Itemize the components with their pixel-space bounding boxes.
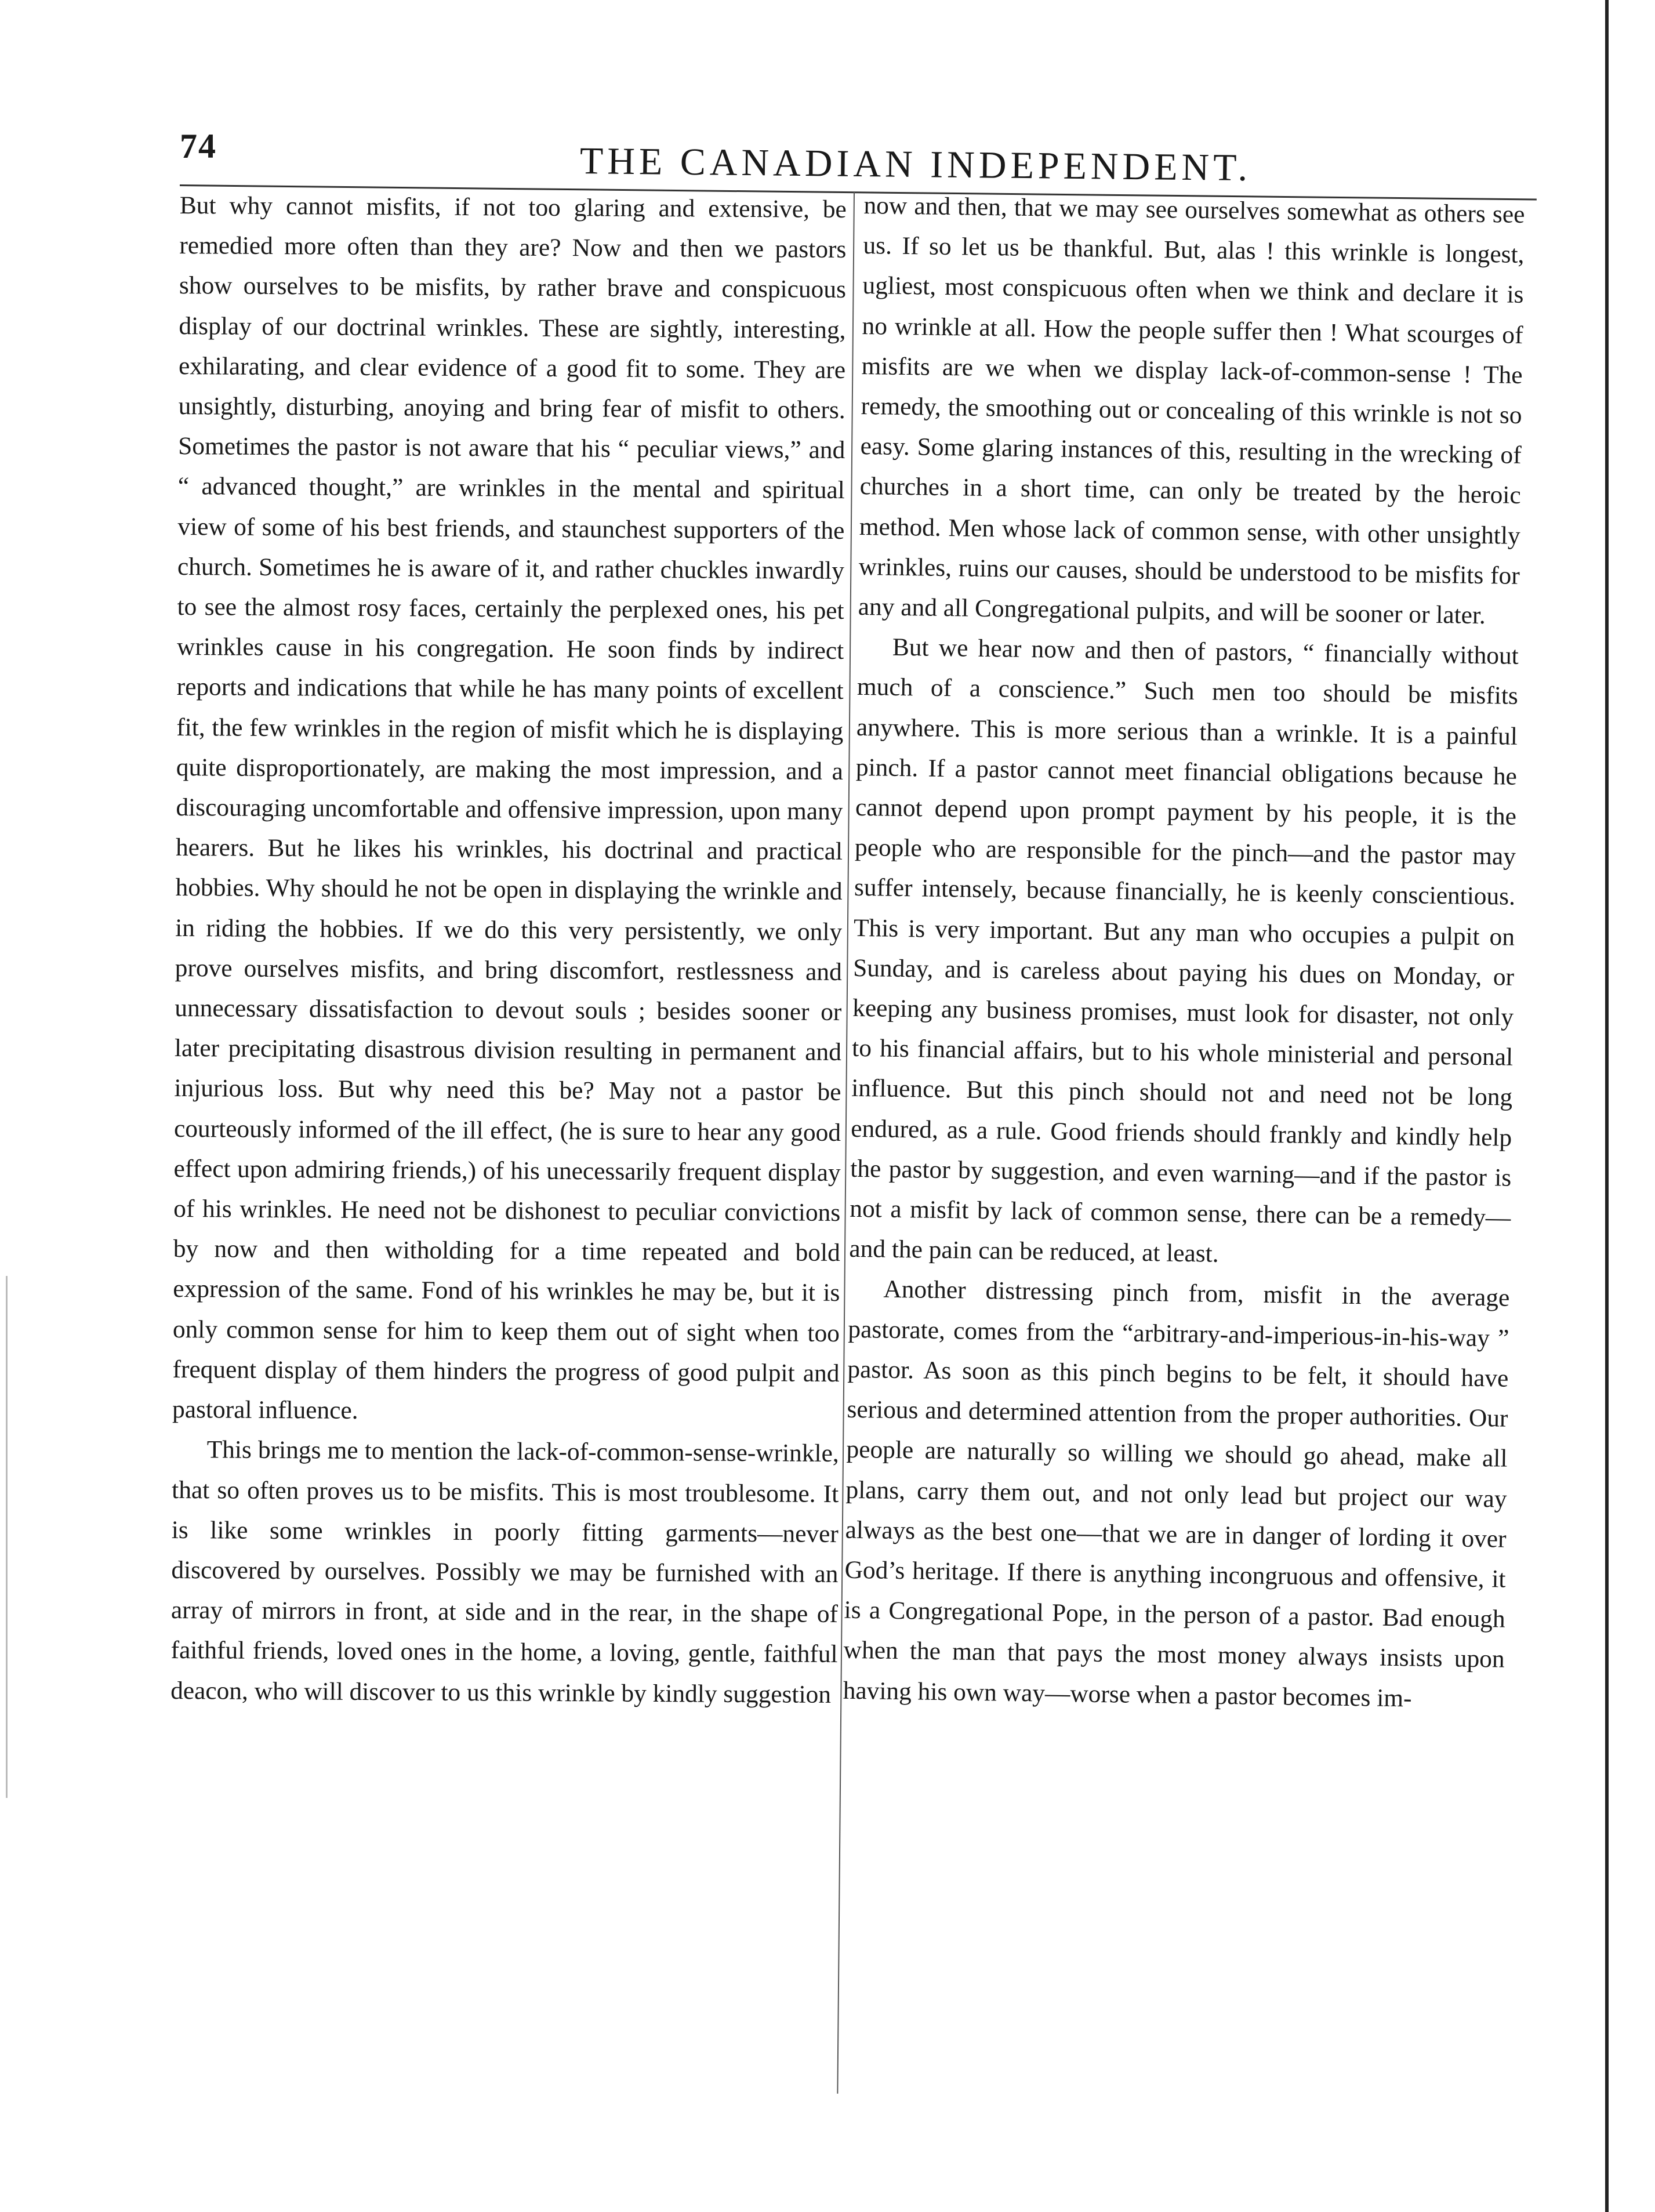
right-paragraph-2: But we hear now and then of pastors, “ financially without much of a conscience.” Such men too should be misfits anywhere. This is more serious than a wrinkle. It is a painful pinch. If a pastor cannot meet financial obligations because he cannot depend upon prompt payment by his people, it is the people who are responsible for the pinch—and the pastor may suffer intensely, because financially, he is keenly conscientious. This is very important. But any man who occupies a pulpit on Sunday, and is careless about paying his dues on Monday, or keeping any business promises, must look for disaster, not only to his financial affairs, but to his whole ministerial and personal influence. But this pinch should not and need not be long endured, as a rule. Good friends should frankly and kindly help the pastor by suggestion, and even warning—and if the pastor is not a misfit by lack of common sense, there can be a remedy—and the pain can be reduced, at least.: [849, 633, 1519, 1268]
right-paragraph-3: Another distressing pinch from, misfit in the average pastorate, comes from the “arbitrary-and-imperious-in-his-way ” pastor. As soon as this pinch begins to be felt, it should have serious and determined attention from the proper authorities. Our people are naturally so willing we should go ahead, make all plans, carry them out, and not only lead but project our way always as the best one—that we are in danger of lording it over God’s heritage. If there is anything incongruous and offensive, it is a Congregational Pope, in the person of a pastor. Bad enough when the man that pays the most money always insists upon having his own way—worse when a pastor becomes im-: [843, 1275, 1510, 1712]
page-edge-shadow: [1605, 0, 1609, 2212]
left-paragraph-1: But why cannot misfits, if not too glaring and extensive, be remedied more often than they are? Now and then we pastors show ourselves to be misfits, by rather brave and conspicuous display of our doctrinal wrinkles. These are sightly, interesting, exhilarating, and clear evidence of a good fit to some. They are unsightly, disturbing, anoying and bring fear of misfit to others. Sometimes the pastor is not aware that his “ peculiar views,” and “ advanced thought,” are wrinkles in the mental and spiritual view of some of his best friends, and staunchest supporters of the church. Sometimes he is aware of it, and rather chuckles inwardly to see the almost rosy faces, certainly the perplexed ones, his pet wrinkles cause in his congregation. He soon finds by indirect reports and indications that while he has many points of excellent fit, the few wrinkles in the region of misfit which he is displaying quite disproportionately, are making the most impression, and a discouraging uncomfortable and offensive impression, upon many hearers. But he likes his wrinkles, his doctrinal and practical hobbies. Why should he not be open in displaying the wrinkle and in riding the hobbies. If we do this very persistently, we only prove ourselves misfits, and bring discomfort, restlessness and unnecessary dissatisfaction to devout souls ; besides sooner or later precipitating disastrous division resulting in permanent and injurious loss. But why need this be? May not a pastor be courteously informed of the ill effect, (he is sure to hear any good effect upon admiring friends,) of his unecessarily frequent display of his wrinkles. He need not be dishonest to peculiar convictions by now and then witholding for a time repeated and bold expression of the same. Fond of his wrinkles he may be, but it is only common sense for him to keep them out of sight when too frequent display of them hinders the progress of good pulpit and pastoral influence.: [172, 191, 847, 1425]
right-paragraph-1: now and then, that we may see ourselves somewhat as others see us. If so let us be thankful. But, alas ! this wrinkle is longest, ugliest, most conspicuous often when we think and declare it is no wrinkle at all. How the people suffer then ! What scourges of misfits are we when we display lack-of-common-sense ! The remedy, the smoothing out or concealing of this wrinkle is not so easy. Some glaring instances of this, resulting in the wrecking of churches in a short time, can only be treated by the heroic method. Men whose lack of common sense, with other unsightly wrinkles, ruins our causes, should be understood to be misfits for any and all Congregational pulpits, and will be sooner or later.: [858, 191, 1525, 630]
page-number: 74: [180, 127, 217, 165]
right-column: [843, 186, 1525, 1720]
binding-edge-mark: [6, 1276, 8, 1798]
left-column: [170, 186, 847, 1715]
left-paragraph-2: This brings me to mention the lack-of-common-sense-wrinkle, that so often proves us to be misfits. This is most troublesome. It is like some wrinkles in poorly fitting garments—never discovered by ourselves. Possibly we may be furnished with an array of mirrors in front, at side and in the rear, in the shape of faithful friends, loved ones in the home, a loving, gentle, faithful deacon, who will discover to us this wrinkle by kindly suggestion: [170, 1435, 839, 1709]
page-header: [180, 116, 1560, 197]
journal-title: THE CANADIAN INDEPENDENT.: [579, 140, 1252, 190]
